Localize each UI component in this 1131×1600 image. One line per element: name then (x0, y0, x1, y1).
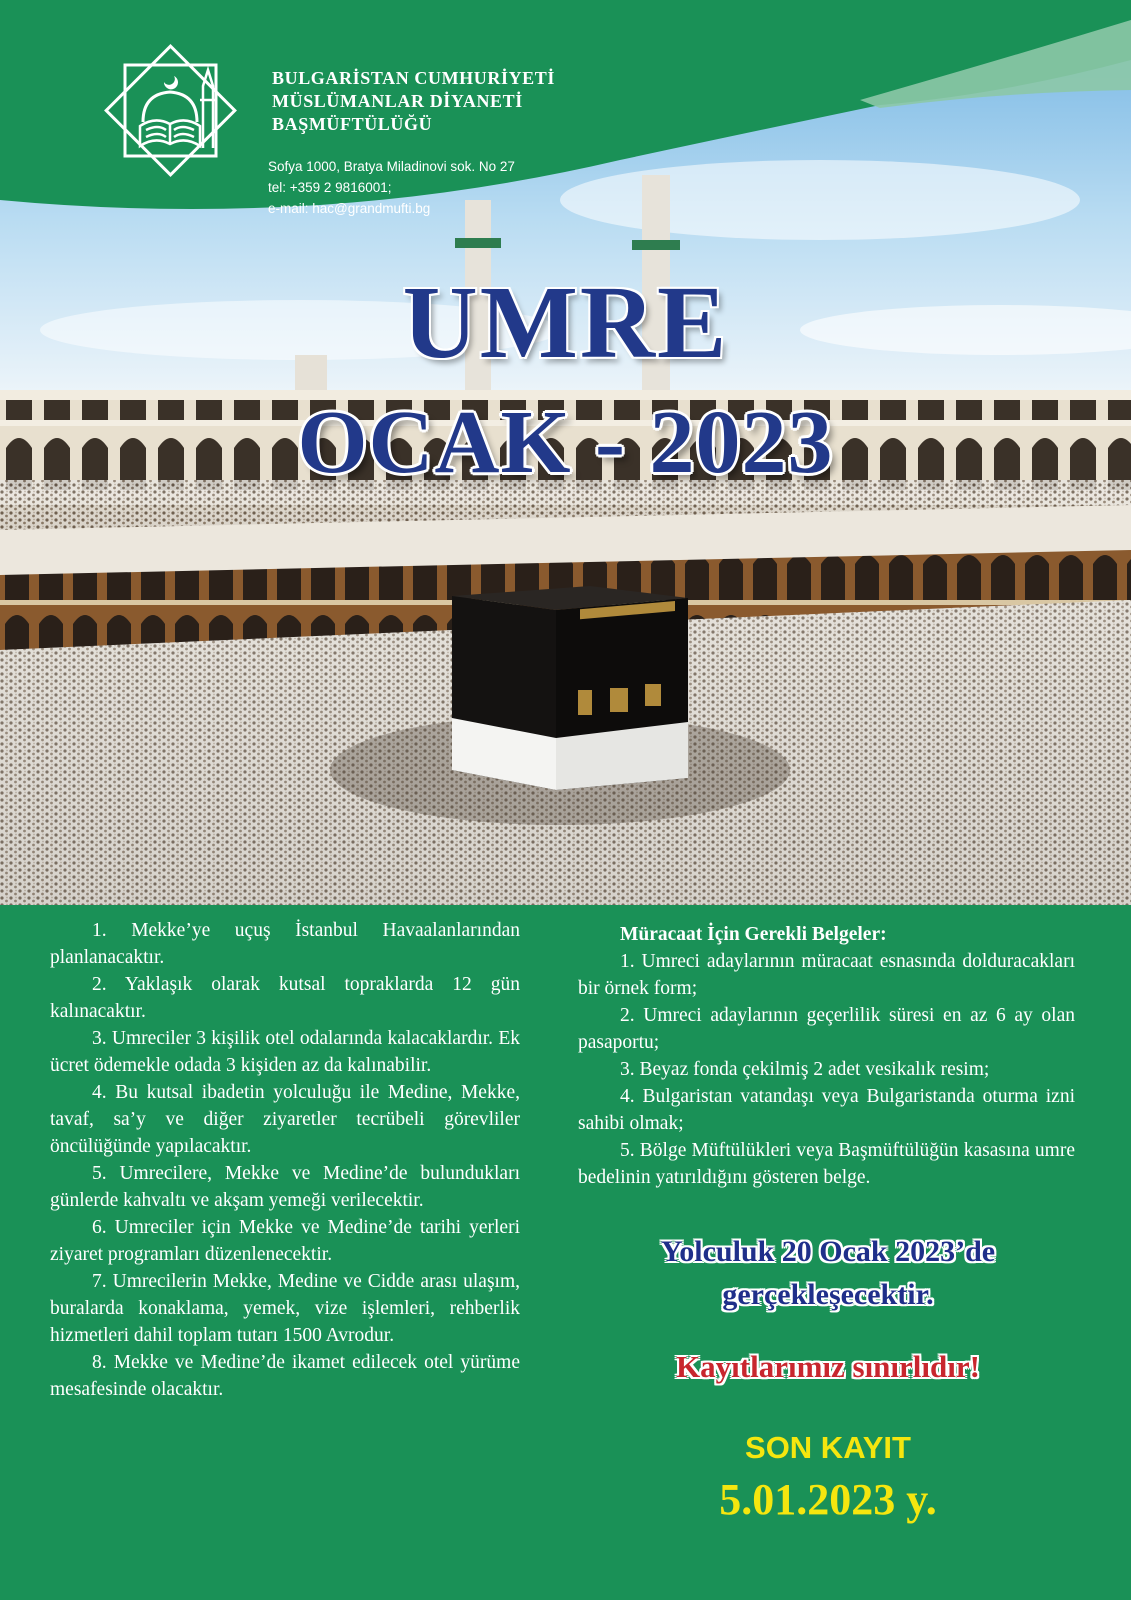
title-umre: UMRE (402, 265, 729, 380)
list-item: 4. Bu kutsal ibadetin yolculuğu ile Medine, Mekke, tavaf, sa’y ve diğer ziyaretler tecrübeli görevliler öncülüğünde yapılacaktır. (50, 1082, 520, 1157)
list-item: 5. Umrecilere, Mekke ve Medine’de bulundukları günlerde kahvaltı ve akşam yemeği verilecektir. (50, 1163, 520, 1211)
limited-registration-notice: Kayıtlarımız sınırlıdır! (676, 1349, 980, 1384)
travel-date-line-2: gerçekleşecektir. (722, 1278, 934, 1311)
deadline-date: 5.01.2023 y. (719, 1475, 937, 1524)
list-item: 3. Umreciler 3 kişilik otel odalarında kalacaklardır. Ek ücret ödemekle odada 3 kişiden az da kalınabilir. (50, 1028, 520, 1076)
program-details (50, 917, 520, 1403)
list-item: 7. Umrecilerin Mekke, Medine ve Cidde arası ulaşım, buralarda konaklama, yemek, vize işlemleri, rehberlik hizmetleri dahil toplam tutarı 1500 Avrodur. (50, 1271, 520, 1346)
list-item: 1. Mekke’ye uçuş İstanbul Havaalanlarından planlanacaktır. (50, 920, 520, 968)
list-item: 1. Umreci adaylarının müracaat esnasında dolduracakları bir örnek form; (578, 951, 1075, 999)
required-documents (578, 921, 1075, 1191)
list-item: 4. Bulgaristan vatandaşı veya Bulgaristanda oturma izni sahibi olmak; (578, 1086, 1075, 1134)
open-book-icon (140, 120, 200, 146)
list-item: 2. Umreci adaylarının geçerlilik süresi en az 6 ay olan pasaportu; (578, 1005, 1075, 1053)
org-line-2: MÜSLÜMANLAR DİYANETİ (272, 91, 523, 111)
list-item: 5. Bölge Müftülükleri veya Başmüftülüğün kasasına umre bedelinin yatırıldığını gösteren belge. (578, 1140, 1075, 1188)
travel-date-notice (578, 1230, 1078, 1316)
email: e-mail: hac@grandmufti.bg (268, 201, 431, 216)
list-item: 3. Beyaz fonda çekilmiş 2 adet vesikalık resim; (620, 1059, 990, 1080)
contact-info (268, 156, 515, 219)
mosque-star-logo-icon (98, 38, 243, 183)
address: Sofya 1000, Bratya Miladinovi sok. No 27 (268, 159, 515, 174)
list-item: 2. Yaklaşık olarak kutsal topraklarda 12 gün kalınacaktır. (50, 974, 520, 1022)
deadline-label: SON KAYIT (745, 1430, 911, 1465)
org-line-3: BAŞMÜFTÜLÜĞÜ (272, 114, 433, 134)
list-item: 8. Mekke ve Medine’de ikamet edilecek otel yürüme mesafesinde olacaktır. (50, 1352, 520, 1400)
organization-name (272, 67, 555, 136)
list-item: 6. Umreciler için Mekke ve Medine’de tarihi yerleri ziyaret programları düzenlenecektir. (50, 1217, 520, 1265)
org-line-1: BULGARİSTAN CUMHURİYETİ (272, 68, 555, 88)
requirements-heading: Müracaat İçin Gerekli Belgeler: (620, 924, 887, 945)
travel-date-line-1: Yolculuk 20 Ocak 2023’de (660, 1235, 996, 1268)
phone: tel: +359 2 9816001; (268, 180, 392, 195)
title-date: OCAK - 2023 (297, 393, 834, 492)
